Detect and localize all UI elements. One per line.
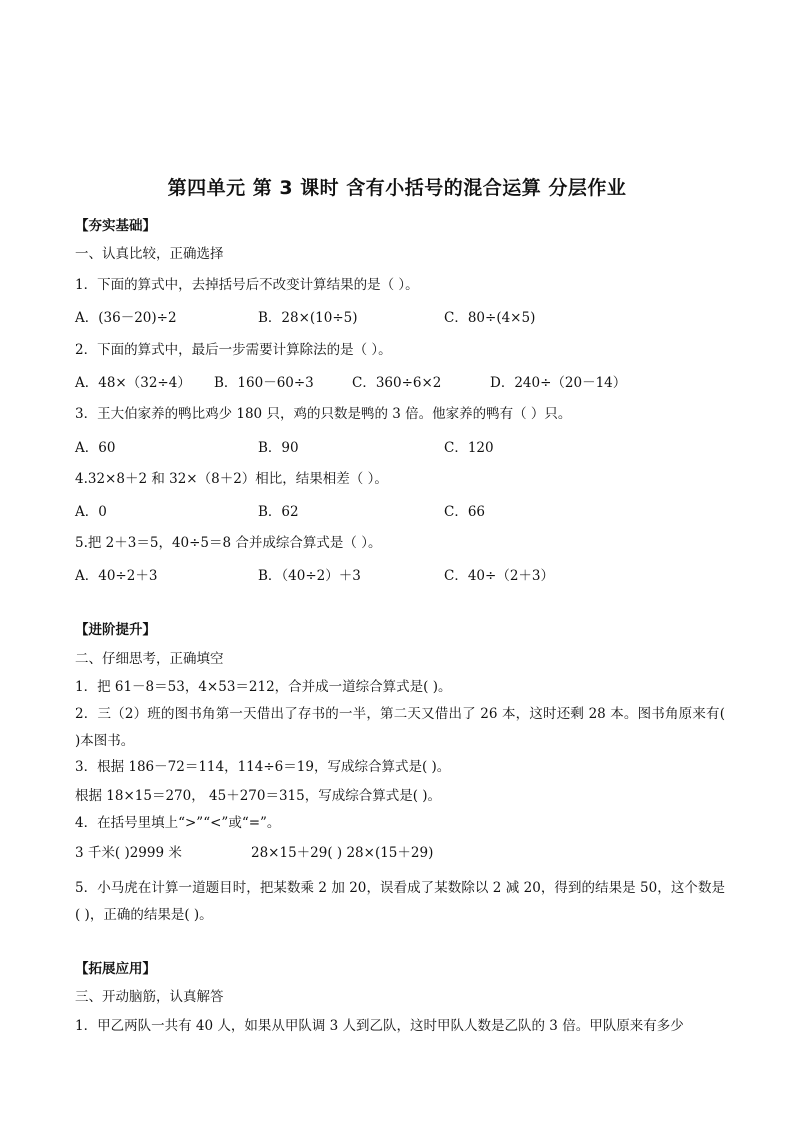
option-c[interactable]: C．40÷（2＋3） (444, 568, 554, 584)
solve-question-1: 1．甲乙两队一共有 40 人，如果从甲队调 3 人到乙队，这时甲队人数是乙队的 3 倍。甲队原来有多少 (75, 1018, 684, 1034)
section-heading-fill: 二、仔细思考，正确填空 (75, 651, 224, 667)
section-label-advanced: 【进阶提升】 (75, 622, 156, 638)
section-label-basic: 【夯实基础】 (75, 218, 156, 234)
option-a[interactable]: A．48×（32÷4） (75, 375, 191, 391)
fill-question-3b: 根据 18×15＝270， 45＋270＝315，写成综合算式是( )。 (75, 788, 442, 804)
fill-question-5: 5．小马虎在计算一道题目时，把某数乘 2 加 20，误看成了某数除以 2 减 20，得到的结果是 50，这个数是( )，正确的结果是( )。 (75, 880, 725, 923)
question-1-stem: 1．下面的算式中，去掉括号后不改变计算结果的是（ ）。 (75, 277, 419, 293)
section-heading-choice: 一、认真比较，正确选择 (75, 246, 224, 262)
fill-question-2: 2．三（2）班的图书角第一天借出了存书的一半，第二天又借出了 26 本，这时还剩 28 本。图书角原来有( )本图书。 (75, 706, 725, 749)
option-c[interactable]: C．360÷6×2 (352, 375, 442, 391)
question-3-options (75, 438, 725, 458)
question-4-stem: 4.32×8＋2 和 32×（8＋2）相比，结果相差（ ）。 (75, 471, 388, 487)
option-b[interactable]: B．90 (258, 440, 299, 456)
option-c[interactable]: C．66 (444, 504, 486, 520)
question-5-stem: 5.把 2＋3＝5，40÷5＝8 合并成综合算式是（ ）。 (75, 535, 382, 551)
section-heading-solve: 三、开动脑筋，认真解答 (75, 989, 224, 1005)
fill-question-3a: 3．根据 186－72＝114，114÷6＝19，写成综合算式是( )。 (75, 759, 451, 775)
fill-question-1: 1．把 61－8＝53，4×53＝212，合并成一道综合算式是( )。 (75, 679, 452, 695)
option-c[interactable]: C．120 (444, 440, 494, 456)
question-2-options (75, 373, 725, 393)
fill-question-4: 4．在括号里填上“>”“<”或“=”。 (75, 815, 281, 831)
option-b[interactable]: B．（40÷2）＋3 (258, 568, 361, 584)
section-label-extension: 【拓展应用】 (75, 961, 156, 977)
compare-item-1: 3 千米( )2999 米 (75, 845, 182, 861)
option-b[interactable]: B．28×(10÷5) (258, 310, 358, 326)
option-d[interactable]: D．240÷（20－14） (490, 375, 627, 391)
page-title: 第四单元 第 3 课时 含有小括号的混合运算 分层作业 (167, 177, 627, 199)
option-a[interactable]: A．60 (75, 440, 116, 456)
option-a[interactable]: A．40÷2＋3 (75, 568, 158, 584)
option-c[interactable]: C．80÷(4×5) (444, 310, 536, 326)
question-5-options (75, 566, 725, 586)
question-4-options (75, 502, 725, 522)
compare-item-2: 28×15＋29( ) 28×(15＋29) (251, 845, 434, 861)
question-3-stem: 3．王大伯家养的鸭比鸡少 180 只，鸡的只数是鸭的 3 倍。他家养的鸭有（ ）只。 (75, 406, 572, 422)
question-1-options (75, 308, 725, 328)
option-b[interactable]: B．62 (258, 504, 299, 520)
question-2-stem: 2．下面的算式中，最后一步需要计算除法的是（ ）。 (75, 342, 392, 358)
option-a[interactable]: A．0 (75, 504, 107, 520)
option-b[interactable]: B．160－60÷3 (214, 375, 314, 391)
option-a[interactable]: A．(36－20)÷2 (75, 310, 177, 326)
